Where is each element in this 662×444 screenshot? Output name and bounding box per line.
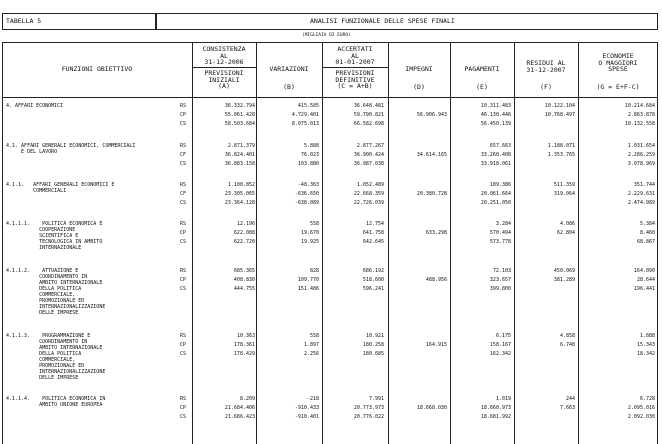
cell-value: 158.167 [489, 342, 511, 348]
row-code: RS [180, 333, 187, 339]
cell-value: 1.031.654 [627, 143, 655, 149]
row-code: CP [180, 112, 187, 118]
col-variazioni: VARIAZIONI [269, 65, 309, 73]
cell-value: 8.460 [639, 230, 655, 236]
col-economie-sub: (G = E+F-C) [596, 83, 640, 91]
cell-value: 20.061.664 [480, 191, 511, 197]
cell-value: -48.363 [297, 182, 319, 188]
cell-value: 408.830 [233, 277, 255, 283]
cell-value: 6.748 [559, 342, 575, 348]
cell-value: 323.657 [489, 277, 511, 283]
row-code: RS [180, 103, 187, 109]
cell-value: 22.668.359 [353, 191, 384, 197]
cell-value: 244 [565, 396, 575, 402]
cell-value: 2.256 [303, 351, 319, 357]
cell-value: 103.880 [297, 161, 319, 167]
cell-value: 12.754 [365, 221, 384, 227]
col-variazioni-sub: (B) [283, 83, 295, 91]
cell-value: 8.075.013 [291, 121, 319, 127]
cell-value: 19.925 [300, 239, 319, 245]
cell-value: 189.386 [489, 182, 511, 188]
cell-value: 4.729.401 [291, 112, 319, 118]
cell-value: 2.474.989 [627, 200, 655, 206]
cell-value: 2.863.878 [627, 112, 655, 118]
col-impegni: IMPEGNI [405, 65, 433, 73]
cell-value: 596.241 [362, 286, 384, 292]
row-code: CS [180, 200, 187, 206]
cell-value: 178.361 [233, 342, 255, 348]
row-code: CS [180, 161, 187, 167]
cell-value: 151.486 [297, 286, 319, 292]
cell-value: 20.776.022 [353, 414, 384, 420]
cell-value: 36.900.424 [353, 152, 384, 158]
cell-value: 488.956 [425, 277, 447, 283]
page-title: ANALISI FUNZIONALE DELLE SPESE FINALI [310, 17, 455, 25]
cell-value: 20.380.728 [416, 191, 447, 197]
cell-value: 4.858 [559, 333, 575, 339]
cell-value: 399.800 [489, 286, 511, 292]
row-label: 4.1.1.1. POLITICA ECONOMICA E COOPERAZIONE SCIENTIFICA E TECNOLOGICA IN AMBITO INTERNAZIONALE [6, 221, 103, 251]
cell-value: 76.023 [300, 152, 319, 158]
cell-value: 10.214.684 [624, 103, 655, 109]
cell-value: 164.915 [425, 342, 447, 348]
cell-value: 36.332.794 [224, 103, 255, 109]
cell-value: 319.064 [553, 191, 575, 197]
cell-value: 19.670 [300, 230, 319, 236]
row-label: 4.1.1.2. ATTUAZIONE E COORDINAMENTO IN AMBITO INTERNAZIONALE DELLA POLITICA COMMERCIALE, PROMOZIONALE ED INTERNAZIONALIZZAZIONE DELLE IMPRESE [6, 268, 106, 316]
cell-value: 7.991 [368, 396, 384, 402]
col-residui-sub: (F) [540, 83, 552, 91]
cell-value: 20.773.973 [353, 405, 384, 411]
cell-value: 6.728 [639, 396, 655, 402]
row-code: CF [180, 152, 187, 158]
col-accertati-sub: PREVISIONI DEFINITIVE (C = A+B) [335, 69, 375, 90]
cell-value: 2.286.259 [627, 152, 655, 158]
row-code: CS [180, 351, 187, 357]
cell-value: 1.353.765 [547, 152, 575, 158]
cell-value: 8.209 [239, 396, 255, 402]
row-code: CS [180, 414, 187, 420]
cell-value: 23.305.065 [224, 191, 255, 197]
row-label: 4.1.1. AFFARI GENERALI ECONOMICI E COMMERCIALI [6, 182, 115, 194]
cell-value: 2.095.016 [627, 405, 655, 411]
row-label: 4.1. AFFARI GENERALI ECONOMICI, COMMERCIALI E DEL LAVORO [6, 143, 136, 155]
cell-value: 164.090 [633, 268, 655, 274]
col-residui: RESIDUI AL 31-12-2007 [526, 59, 566, 74]
cell-value: 109.770 [297, 277, 319, 283]
cell-value: 1.888 [639, 333, 655, 339]
cell-value: -910.401 [294, 414, 319, 420]
cell-value: 28.644 [636, 277, 655, 283]
cell-value: 66.582.698 [353, 121, 384, 127]
row-code: RS [180, 268, 187, 274]
cell-value: 2.229.631 [627, 191, 655, 197]
cell-value: 570.494 [489, 230, 511, 236]
cell-value: 633.298 [425, 230, 447, 236]
col-funzioni: FUNZIONI OBIETTIVO [61, 65, 133, 73]
cell-value: 828 [309, 268, 319, 274]
cell-value: 1.052.489 [356, 182, 384, 188]
cell-value: 686.192 [362, 268, 384, 274]
cell-value: 56.450.139 [480, 121, 511, 127]
cell-value: 196.441 [633, 286, 655, 292]
row-label: 4.1.1.4. POLITICA ECONOMICA IN AMBITO UNIONE EUROPEA [6, 396, 106, 408]
cell-value: 7.663 [559, 405, 575, 411]
cell-value: 4.086 [559, 221, 575, 227]
cell-value: 3.078.969 [627, 161, 655, 167]
cell-value: 36.648.481 [353, 103, 384, 109]
row-code: CS [180, 121, 187, 127]
cell-value: 518.600 [362, 277, 384, 283]
cell-value: 58.503.684 [224, 121, 255, 127]
row-code: RS [180, 396, 187, 402]
cell-value: 18.668.030 [416, 405, 447, 411]
cell-value: 10.363 [236, 333, 255, 339]
cell-value: 2.092.030 [627, 414, 655, 420]
cell-value: 10.921 [365, 333, 384, 339]
cell-value: 33.918.061 [480, 161, 511, 167]
cell-value: 33.260.408 [480, 152, 511, 158]
cell-value: 34.614.165 [416, 152, 447, 158]
cell-value: 558 [309, 333, 319, 339]
cell-value: 1.100.852 [227, 182, 255, 188]
row-code: CS [180, 286, 187, 292]
cell-value: 444.755 [233, 286, 255, 292]
row-code: CP [180, 342, 187, 348]
cell-value: 415.585 [297, 103, 319, 109]
cell-value: 2.871.379 [227, 143, 255, 149]
row-code: CS [180, 239, 187, 245]
cell-value: 178.429 [233, 351, 255, 357]
cell-value: 351.744 [633, 182, 655, 188]
cell-value: 573.778 [489, 239, 511, 245]
cell-value: 15.343 [636, 342, 655, 348]
col-pagamenti: PAGAMENTI [464, 65, 500, 73]
cell-value: 18.660.973 [480, 405, 511, 411]
cell-value: 657.663 [489, 143, 511, 149]
unit-note: (MIGLIAIA DI EURO) [302, 33, 351, 38]
col-consistenza: CONSISTENZA AL 31-12-2006 [202, 45, 246, 66]
row-code: RS [180, 221, 187, 227]
cell-value: 622.088 [233, 230, 255, 236]
cell-value: 642.645 [362, 239, 384, 245]
cell-value: 59.790.821 [353, 112, 384, 118]
row-code: RS [180, 182, 187, 188]
table-label: TABELLA 5 [6, 17, 42, 25]
cell-value: -638.089 [294, 200, 319, 206]
cell-value: -910.433 [294, 405, 319, 411]
row-label: 4.1.1.3. PROGRAMMAZIONE E COORDINAMENTO IN AMBITO INTERNAZIONALE DELLA POLITICA COMMERCIALE, PROMOZIONALE ED INTERNAZIONALIZZAZIONE DELLE IMPRESE [6, 333, 106, 381]
cell-value: 381.289 [553, 277, 575, 283]
cell-value: 5.888 [303, 143, 319, 149]
cell-value: 46.130.446 [480, 112, 511, 118]
row-label: 4. AFFARI ECONOMICI [6, 103, 64, 109]
row-code: CF [180, 191, 187, 197]
cell-value: 2.877.267 [356, 143, 384, 149]
cell-value: 18.342 [636, 351, 655, 357]
row-code: RS [180, 143, 187, 149]
cell-value: 511.359 [553, 182, 575, 188]
cell-value: -636.650 [294, 191, 319, 197]
cell-value: 180.685 [362, 351, 384, 357]
cell-value: 10.122.104 [544, 103, 575, 109]
cell-value: 3.284 [495, 221, 511, 227]
cell-value: 1.188.071 [547, 143, 575, 149]
cell-value: 180.258 [362, 342, 384, 348]
cell-value: 68.867 [636, 239, 655, 245]
cell-value: 10.768.497 [544, 112, 575, 118]
cell-value: 36.824.401 [224, 152, 255, 158]
col-pagamenti-sub: (E) [476, 83, 488, 91]
cell-value: 622.720 [233, 239, 255, 245]
cell-value: 22.726.039 [353, 200, 384, 206]
cell-value: 21.684.406 [224, 405, 255, 411]
cell-value: 36.883.158 [224, 161, 255, 167]
cell-value: 56.906.943 [416, 112, 447, 118]
col-economie: ECONOMIE O MAGGIORI SPESE [598, 52, 638, 73]
col-accertati: ACCERTATI AL 01-01-2007 [335, 45, 375, 66]
cell-value: 10.132.558 [624, 121, 655, 127]
cell-value: 10.311.483 [480, 103, 511, 109]
cell-value: 685.365 [233, 268, 255, 274]
cell-value: 72.103 [492, 268, 511, 274]
row-code: CP [180, 277, 187, 283]
row-code: CP [180, 405, 187, 411]
cell-value: 5.384 [639, 221, 655, 227]
cell-value: 641.758 [362, 230, 384, 236]
col-consistenza-sub: PREVISIONI INIZIALI (A) [204, 69, 244, 90]
cell-value: 62.804 [556, 230, 575, 236]
cell-value: 450.069 [553, 268, 575, 274]
cell-value: 162.342 [489, 351, 511, 357]
cell-value: 6.175 [495, 333, 511, 339]
cell-value: 55.061.428 [224, 112, 255, 118]
cell-value: -218 [306, 396, 319, 402]
cell-value: 23.364.128 [224, 200, 255, 206]
cell-value: 558 [309, 221, 319, 227]
cell-value: 36.987.038 [353, 161, 384, 167]
cell-value: 1.019 [495, 396, 511, 402]
cell-value: 18.681.992 [480, 414, 511, 420]
col-impegni-sub: (D) [413, 83, 425, 91]
cell-value: 12.196 [236, 221, 255, 227]
cell-value: 21.686.423 [224, 414, 255, 420]
cell-value: 1.897 [303, 342, 319, 348]
row-code: CP [180, 230, 187, 236]
cell-value: 20.251.050 [480, 200, 511, 206]
